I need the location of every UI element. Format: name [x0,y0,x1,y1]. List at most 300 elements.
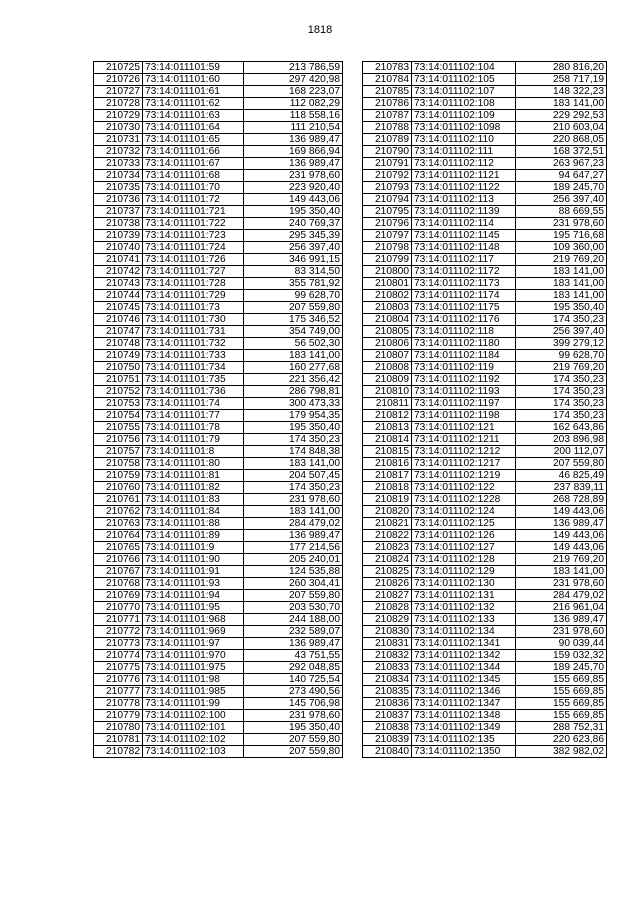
value-cell: 207 559,80 [244,302,343,314]
value-cell: 219 769,20 [516,554,607,566]
row-number-cell: 210831 [363,638,412,650]
table-row [363,650,607,662]
row-number-cell: 210735 [94,182,143,194]
table-row [94,98,343,110]
cadastral-number-cell: 73:14:011102:102 [143,734,244,746]
row-number-cell: 210786 [363,98,412,110]
value-cell: 231 978,60 [516,626,607,638]
cadastral-number-cell: 73:14:011101:80 [143,458,244,470]
table-row [363,710,607,722]
cadastral-number-cell: 73:14:011101:59 [143,62,244,74]
cadastral-number-cell: 73:14:011101:91 [143,566,244,578]
value-cell: 280 816,20 [516,62,607,74]
value-cell: 295 345,39 [244,230,343,242]
table-row [94,170,343,182]
value-cell: 174 350,23 [516,374,607,386]
table-row [94,530,343,542]
table-row [94,86,343,98]
row-number-cell: 210802 [363,290,412,302]
table-row [363,446,607,458]
value-cell: 240 769,37 [244,218,343,230]
value-cell: 162 643,86 [516,422,607,434]
row-number-cell: 210800 [363,266,412,278]
table-row [94,698,343,710]
table-row [363,686,607,698]
value-cell: 195 716,68 [516,230,607,242]
value-cell: 90 039,44 [516,638,607,650]
value-cell: 168 223,07 [244,86,343,98]
cadastral-number-cell: 73:14:011101:97 [143,638,244,650]
row-number-cell: 210751 [94,374,143,386]
value-cell: 174 350,23 [244,434,343,446]
value-cell: 169 866,94 [244,146,343,158]
cadastral-number-cell: 73:14:011101:89 [143,530,244,542]
value-cell: 124 535,88 [244,566,343,578]
row-number-cell: 210763 [94,518,143,530]
value-cell: 174 350,23 [516,398,607,410]
value-cell: 195 350,40 [516,302,607,314]
cadastral-number-cell: 73:14:011101:83 [143,494,244,506]
value-cell: 210 603,04 [516,122,607,134]
cadastral-number-cell: 73:14:011102:1344 [412,662,516,674]
value-cell: 256 397,40 [516,194,607,206]
value-cell: 195 350,40 [244,206,343,218]
table-row [363,434,607,446]
cadastral-number-cell: 73:14:011102:1347 [412,698,516,710]
value-cell: 145 706,98 [244,698,343,710]
table-row [363,74,607,86]
table-row [363,638,607,650]
cadastral-number-cell: 73:14:011102:1139 [412,206,516,218]
value-cell: 111 210,54 [244,122,343,134]
value-cell: 174 350,23 [516,410,607,422]
value-cell: 256 397,40 [244,242,343,254]
cadastral-number-cell: 73:14:011101:731 [143,326,244,338]
cadastral-number-cell: 73:14:011102:114 [412,218,516,230]
value-cell: 205 240,01 [244,554,343,566]
row-number-cell: 210840 [363,746,412,758]
cadastral-number-cell: 73:14:011101:734 [143,362,244,374]
row-number-cell: 210750 [94,362,143,374]
cadastral-number-cell: 73:14:011101:728 [143,278,244,290]
row-number-cell: 210738 [94,218,143,230]
value-cell: 399 279,12 [516,338,607,350]
table-row [363,746,607,758]
row-number-cell: 210783 [363,62,412,74]
table-row [363,170,607,182]
row-number-cell: 210757 [94,446,143,458]
value-cell: 43 751,55 [244,650,343,662]
cadastral-number-cell: 73:14:011102:1176 [412,314,516,326]
cadastral-number-cell: 73:14:011101:727 [143,266,244,278]
cadastral-number-cell: 73:14:011102:1122 [412,182,516,194]
cadastral-number-cell: 73:14:011102:122 [412,482,516,494]
row-number-cell: 210792 [363,170,412,182]
value-cell: 159 032,32 [516,650,607,662]
cadastral-number-cell: 73:14:011102:134 [412,626,516,638]
row-number-cell: 210775 [94,662,143,674]
value-cell: 244 188,00 [244,614,343,626]
cadastral-number-cell: 73:14:011102:129 [412,566,516,578]
value-cell: 258 717,19 [516,74,607,86]
cadastral-number-cell: 73:14:011102:105 [412,74,516,86]
row-number-cell: 210816 [363,458,412,470]
table-row [363,182,607,194]
cadastral-number-cell: 73:14:011102:1180 [412,338,516,350]
value-cell: 183 141,00 [516,290,607,302]
cadastral-number-cell: 73:14:011101:61 [143,86,244,98]
value-cell: 168 372,51 [516,146,607,158]
value-cell: 288 752,31 [516,722,607,734]
cadastral-number-cell: 73:14:011102:128 [412,554,516,566]
value-cell: 140 725,54 [244,674,343,686]
cadastral-number-cell: 73:14:011102:103 [143,746,244,758]
value-cell: 273 490,56 [244,686,343,698]
row-number-cell: 210796 [363,218,412,230]
table-row [363,254,607,266]
table-row [94,542,343,554]
cadastral-number-cell: 73:14:011102:125 [412,518,516,530]
table-row [363,566,607,578]
value-cell: 268 728,89 [516,494,607,506]
value-cell: 136 989,47 [516,518,607,530]
value-cell: 136 989,47 [244,134,343,146]
cadastral-number-cell: 73:14:011102:1098 [412,122,516,134]
cadastral-number-cell: 73:14:011102:1348 [412,710,516,722]
cadastral-number-cell: 73:14:011102:1217 [412,458,516,470]
value-cell: 292 048,85 [244,662,343,674]
value-cell: 220 623,86 [516,734,607,746]
table-row [363,470,607,482]
table-row [363,374,607,386]
value-cell: 300 473,33 [244,398,343,410]
cadastral-number-cell: 73:14:011102:100 [143,710,244,722]
row-number-cell: 210820 [363,506,412,518]
row-number-cell: 210778 [94,698,143,710]
value-cell: 213 786,59 [244,62,343,74]
table-row [363,398,607,410]
cadastral-number-cell: 73:14:011102:1145 [412,230,516,242]
value-cell: 189 245,70 [516,662,607,674]
cadastral-number-cell: 73:14:011101:90 [143,554,244,566]
value-cell: 284 479,02 [516,590,607,602]
cadastral-number-cell: 73:14:011102:1341 [412,638,516,650]
cadastral-number-cell: 73:14:011102:109 [412,110,516,122]
value-cell: 177 214,56 [244,542,343,554]
value-cell: 174 848,38 [244,446,343,458]
row-number-cell: 210777 [94,686,143,698]
cadastral-number-cell: 73:14:011101:64 [143,122,244,134]
row-number-cell: 210756 [94,434,143,446]
value-cell: 99 628,70 [516,350,607,362]
table-row [94,422,343,434]
cadastral-number-cell: 73:14:011102:126 [412,530,516,542]
cadastral-number-cell: 73:14:011102:1342 [412,650,516,662]
cadastral-number-cell: 73:14:011101:74 [143,398,244,410]
cadastral-number-cell: 73:14:011102:1198 [412,410,516,422]
value-cell: 155 669,85 [516,686,607,698]
cadastral-number-cell: 73:14:011101:969 [143,626,244,638]
table-row [94,494,343,506]
row-number-cell: 210748 [94,338,143,350]
cadastral-number-cell: 73:14:011102:118 [412,326,516,338]
cadastral-number-cell: 73:14:011102:1197 [412,398,516,410]
cadastral-number-cell: 73:14:011101:99 [143,698,244,710]
table-row [94,290,343,302]
table-row [94,446,343,458]
value-cell: 174 350,23 [244,482,343,494]
cadastral-number-cell: 73:14:011102:1212 [412,446,516,458]
cadastral-number-cell: 73:14:011101:735 [143,374,244,386]
table-row [94,686,343,698]
cadastral-number-cell: 73:14:011102:1184 [412,350,516,362]
cadastral-number-cell: 73:14:011101:9 [143,542,244,554]
cadastral-number-cell: 73:14:011101:726 [143,254,244,266]
table-row [94,314,343,326]
row-number-cell: 210762 [94,506,143,518]
table-row [94,254,343,266]
value-cell: 207 559,80 [244,734,343,746]
table-row [94,122,343,134]
table-row [363,314,607,326]
value-cell: 175 346,52 [244,314,343,326]
row-number-cell: 210746 [94,314,143,326]
cadastral-number-cell: 73:14:011101:94 [143,590,244,602]
row-number-cell: 210753 [94,398,143,410]
row-number-cell: 210743 [94,278,143,290]
table-row [94,374,343,386]
value-cell: 183 141,00 [244,350,343,362]
cadastral-number-cell: 73:14:011101:81 [143,470,244,482]
cadastral-number-cell: 73:14:011101:72 [143,194,244,206]
table-row [363,362,607,374]
table-row [94,326,343,338]
cadastral-number-cell: 73:14:011101:8 [143,446,244,458]
cadastral-number-cell: 73:14:011102:1148 [412,242,516,254]
row-number-cell: 210788 [363,122,412,134]
row-number-cell: 210814 [363,434,412,446]
table-row [94,614,343,626]
table-row [363,62,607,74]
table-row [94,110,343,122]
table-row [363,86,607,98]
cadastral-number-cell: 73:14:011102:1121 [412,170,516,182]
value-cell: 189 245,70 [516,182,607,194]
table-row [363,578,607,590]
value-cell: 207 559,80 [244,746,343,758]
row-number-cell: 210758 [94,458,143,470]
cadastral-number-cell: 73:14:011102:108 [412,98,516,110]
row-number-cell: 210797 [363,230,412,242]
cadastral-number-cell: 73:14:011102:1175 [412,302,516,314]
value-cell: 183 141,00 [516,278,607,290]
row-number-cell: 210829 [363,614,412,626]
value-cell: 174 350,23 [516,314,607,326]
row-number-cell: 210731 [94,134,143,146]
row-number-cell: 210780 [94,722,143,734]
cadastral-number-cell: 73:14:011101:82 [143,482,244,494]
table-row [363,278,607,290]
table-row [363,218,607,230]
cadastral-number-cell: 73:14:011101:970 [143,650,244,662]
table-row [94,194,343,206]
row-number-cell: 210771 [94,614,143,626]
row-number-cell: 210727 [94,86,143,98]
cadastral-number-cell: 73:14:011102:1349 [412,722,516,734]
row-number-cell: 210791 [363,158,412,170]
row-number-cell: 210801 [363,278,412,290]
row-number-cell: 210834 [363,674,412,686]
value-cell: 99 628,70 [244,290,343,302]
value-cell: 112 082,29 [244,98,343,110]
row-number-cell: 210769 [94,590,143,602]
value-cell: 46 825,49 [516,470,607,482]
table-row [94,554,343,566]
row-number-cell: 210817 [363,470,412,482]
cadastral-number-cell: 73:14:011101:975 [143,662,244,674]
cadastral-number-cell: 73:14:011101:67 [143,158,244,170]
cadastral-number-cell: 73:14:011101:985 [143,686,244,698]
table-row [94,578,343,590]
row-number-cell: 210810 [363,386,412,398]
cadastral-number-cell: 73:14:011102:133 [412,614,516,626]
cadastral-number-cell: 73:14:011101:93 [143,578,244,590]
table-row [363,410,607,422]
cadastral-number-cell: 73:14:011102:104 [412,62,516,74]
value-cell: 263 967,23 [516,158,607,170]
cadastral-number-cell: 73:14:011102:1346 [412,686,516,698]
cadastral-number-cell: 73:14:011102:113 [412,194,516,206]
cadastral-number-cell: 73:14:011101:66 [143,146,244,158]
row-number-cell: 210839 [363,734,412,746]
value-cell: 136 989,47 [244,158,343,170]
row-number-cell: 210785 [363,86,412,98]
row-number-cell: 210807 [363,350,412,362]
value-cell: 155 669,85 [516,710,607,722]
cadastral-number-cell: 73:14:011101:98 [143,674,244,686]
row-number-cell: 210781 [94,734,143,746]
table-row [363,98,607,110]
row-number-cell: 210725 [94,62,143,74]
row-number-cell: 210808 [363,362,412,374]
cadastral-number-cell: 73:14:011101:968 [143,614,244,626]
value-cell: 231 978,60 [244,710,343,722]
table-row [363,482,607,494]
row-number-cell: 210790 [363,146,412,158]
table-row [94,506,343,518]
page-number: 1818 [307,24,333,36]
table-row [363,662,607,674]
table-row [363,422,607,434]
row-number-cell: 210822 [363,530,412,542]
table-row [363,386,607,398]
row-number-cell: 210770 [94,602,143,614]
table-row [363,734,607,746]
table-row [94,410,343,422]
row-number-cell: 210799 [363,254,412,266]
value-cell: 203 896,98 [516,434,607,446]
row-number-cell: 210745 [94,302,143,314]
value-cell: 232 589,07 [244,626,343,638]
row-number-cell: 210821 [363,518,412,530]
value-cell: 203 530,70 [244,602,343,614]
row-number-cell: 210752 [94,386,143,398]
table-row [363,554,607,566]
value-cell: 355 781,92 [244,278,343,290]
value-cell: 200 112,07 [516,446,607,458]
row-number-cell: 210768 [94,578,143,590]
value-cell: 149 443,06 [516,542,607,554]
row-number-cell: 210737 [94,206,143,218]
row-number-cell: 210728 [94,98,143,110]
table-row [363,266,607,278]
row-number-cell: 210734 [94,170,143,182]
table-row [363,122,607,134]
value-cell: 219 769,20 [516,362,607,374]
cadastral-number-cell: 73:14:011102:119 [412,362,516,374]
row-number-cell: 210741 [94,254,143,266]
row-number-cell: 210812 [363,410,412,422]
row-number-cell: 210789 [363,134,412,146]
row-number-cell: 210833 [363,662,412,674]
value-cell: 183 141,00 [516,566,607,578]
value-cell: 183 141,00 [244,506,343,518]
row-number-cell: 210806 [363,338,412,350]
cadastral-number-cell: 73:14:011102:1192 [412,374,516,386]
cadastral-number-cell: 73:14:011101:721 [143,206,244,218]
row-number-cell: 210784 [363,74,412,86]
table-row [363,290,607,302]
table-row [94,62,343,74]
value-cell: 149 443,06 [516,506,607,518]
row-number-cell: 210793 [363,182,412,194]
left-register-table [93,61,343,758]
cadastral-number-cell: 73:14:011101:65 [143,134,244,146]
table-row [94,674,343,686]
row-number-cell: 210772 [94,626,143,638]
cadastral-number-cell: 73:14:011102:124 [412,506,516,518]
table-row [94,74,343,86]
table-row [363,458,607,470]
row-number-cell: 210740 [94,242,143,254]
cadastral-number-cell: 73:14:011102:135 [412,734,516,746]
table-row [94,722,343,734]
table-row [94,218,343,230]
table-row [363,194,607,206]
table-row [94,206,343,218]
row-number-cell: 210760 [94,482,143,494]
cadastral-number-cell: 73:14:011102:131 [412,590,516,602]
table-row [94,434,343,446]
table-row [94,278,343,290]
row-number-cell: 210818 [363,482,412,494]
table-row [94,662,343,674]
value-cell: 221 356,42 [244,374,343,386]
table-row [94,458,343,470]
row-number-cell: 210837 [363,710,412,722]
row-number-cell: 210782 [94,746,143,758]
value-cell: 231 978,60 [516,218,607,230]
row-number-cell: 210823 [363,542,412,554]
table-row [94,362,343,374]
row-number-cell: 210754 [94,410,143,422]
table-row [363,530,607,542]
value-cell: 207 559,80 [516,458,607,470]
cadastral-number-cell: 73:14:011102:1228 [412,494,516,506]
value-cell: 183 141,00 [516,98,607,110]
value-cell: 223 920,40 [244,182,343,194]
row-number-cell: 210835 [363,686,412,698]
